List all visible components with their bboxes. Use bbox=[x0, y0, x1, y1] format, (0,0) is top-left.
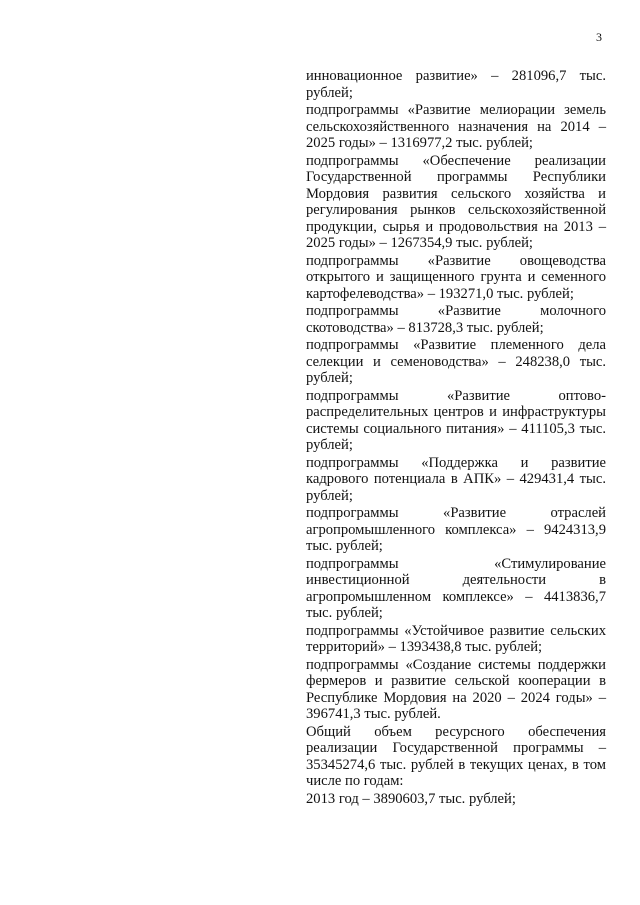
paragraph-agro-industry: подпрограммы «Развитие отраслей агропромышленного комплекса» – 9424313,9 тыс. рублей; bbox=[306, 505, 606, 554]
paragraph-investment-stimulation: подпрограммы «Стимулирование инвестиционной деятельности в агропромышленном комплексе» – 4413836,7 тыс. рублей; bbox=[306, 555, 606, 621]
paragraph-innovation-total: инновационное развитие» – 281096,7 тыс. рублей; bbox=[306, 68, 606, 101]
funding-text-block bbox=[306, 68, 606, 807]
paragraph-personnel-potential: подпрограммы «Поддержка и развитие кадрового потенциала в АПК» – 429431,4 тыс. рублей; bbox=[306, 454, 606, 504]
paragraph-dairy-farming: подпрограммы «Развитие молочного скотоводства» – 813728,3 тыс. рублей; bbox=[306, 303, 606, 336]
paragraph-farmer-support: подпрограммы «Создание системы поддержки фермеров и развитие сельской кооперации в Республике Мордовия на 2020 – 2024 годы» – 396741,3 тыс. рублей. bbox=[306, 656, 606, 722]
paragraph-rural-development: подпрограммы «Устойчивое развитие сельских территорий» – 1393438,8 тыс. рублей; bbox=[306, 622, 606, 655]
paragraph-program-implementation: подпрограммы «Обеспечение реализации Государственной программы Республики Мордовия развития сельского хозяйства и регулирования рынков сельскохозяйственной продукции, сырья и продовольствия на 2013 – 2025 годы» – 1267354,9 тыс. рублей; bbox=[306, 152, 606, 251]
paragraph-land-reclamation: подпрограммы «Развитие мелиорации земель сельскохозяйственного назначения на 2014 – 2025 годы» – 1316977,2 тыс. рублей; bbox=[306, 102, 606, 151]
paragraph-wholesale-centers: подпрограммы «Развитие оптово-распределительных центров и инфраструктуры системы социального питания» – 411105,3 тыс. рублей; bbox=[306, 387, 606, 453]
page-number: 3 bbox=[596, 30, 602, 44]
paragraph-total-funding: Общий объем ресурсного обеспечения реализации Государственной программы – 35345274,6 тыс. рублей в текущих ценах, в том числе по годам: bbox=[306, 723, 606, 789]
paragraph-year-2013: 2013 год – 3890603,7 тыс. рублей; bbox=[306, 790, 516, 807]
paragraph-vegetable-growing: подпрограммы «Развитие овощеводства открытого и защищенного грунта и семенного картофелеводства» – 193271,0 тыс. рублей; bbox=[306, 252, 606, 302]
paragraph-breeding: подпрограммы «Развитие племенного дела селекции и семеноводства» – 248238,0 тыс. рублей; bbox=[306, 337, 606, 386]
